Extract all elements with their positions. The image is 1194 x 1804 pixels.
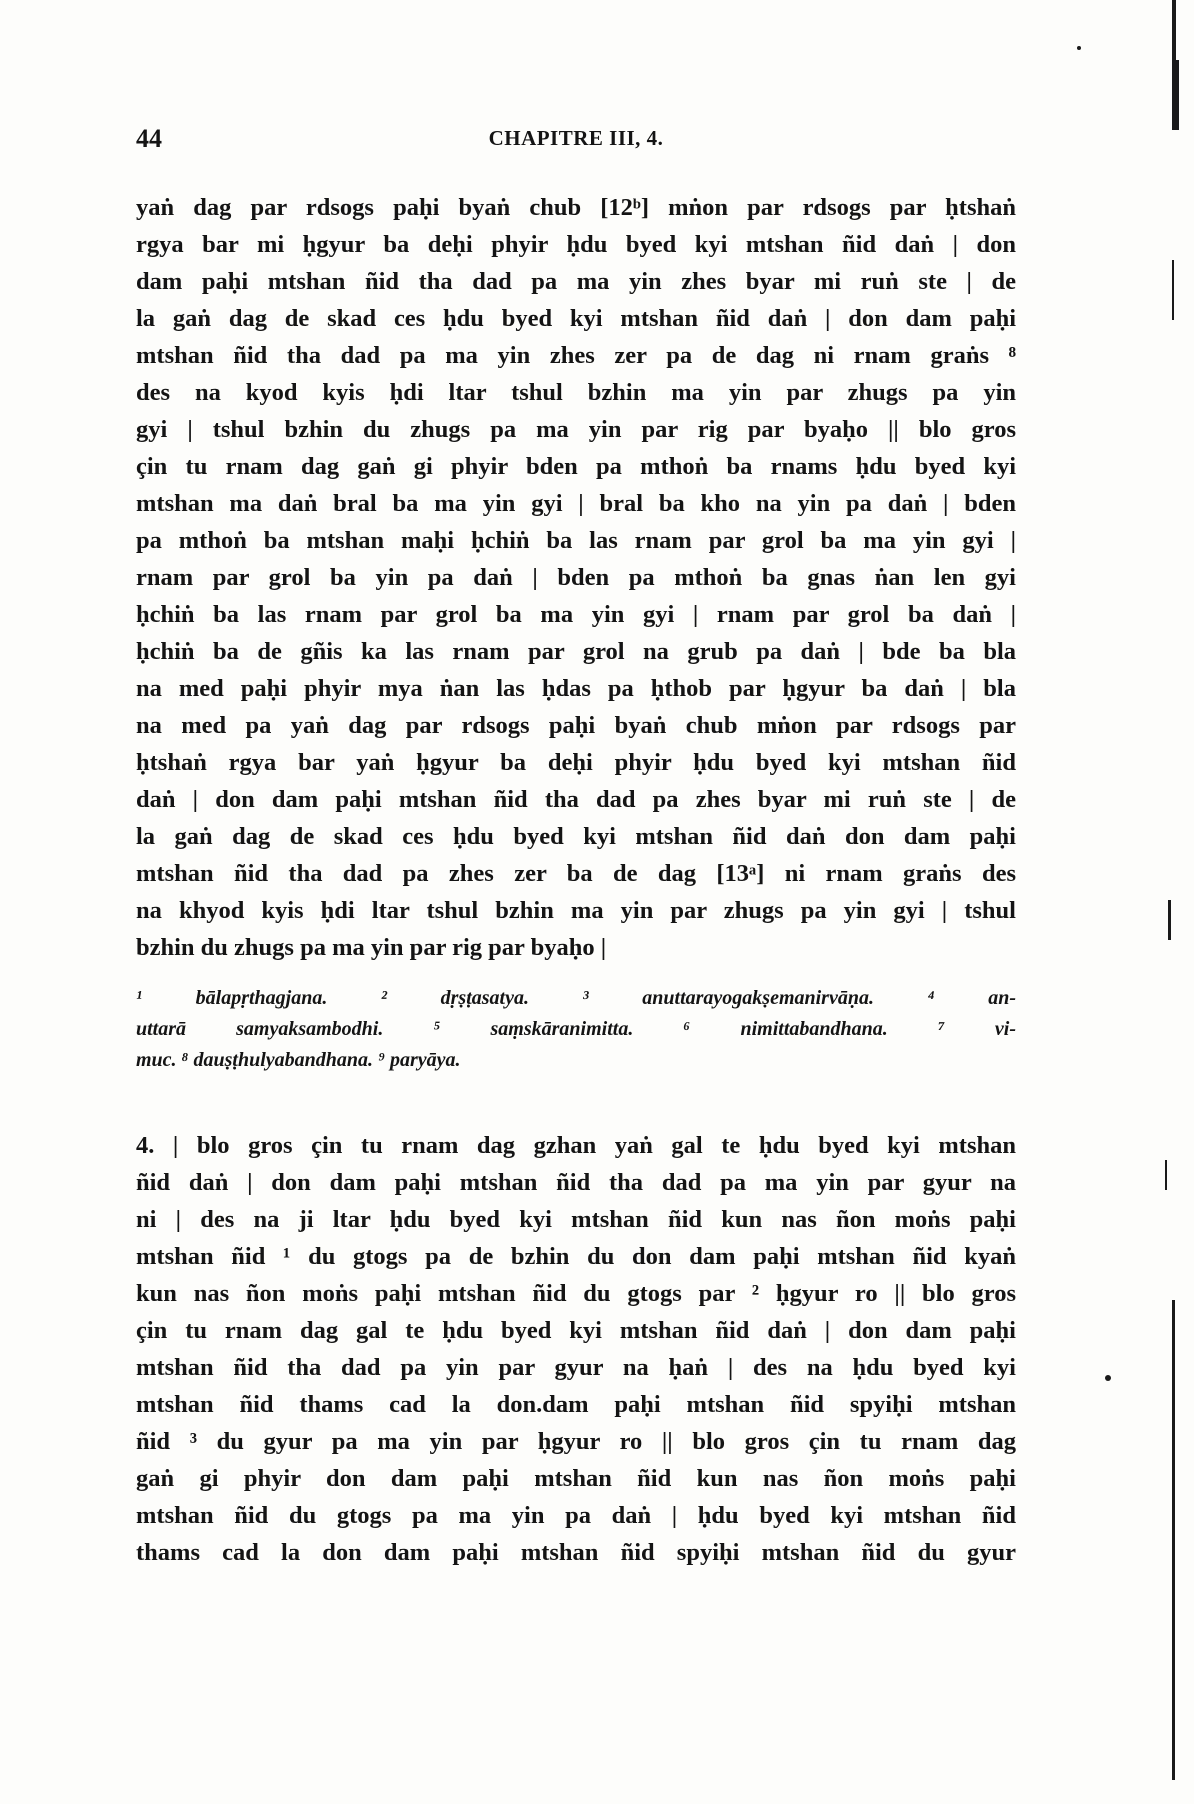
text-line: çin tu rnam dag gaṅ gi phyir bden pa mthoṅ ba rnams ḥdu byed kyi [136,453,1016,480]
scan-edge-mark [1172,1300,1175,1780]
text-line: mtshan ñid tha dad pa ma yin zhes zer pa de dag ni rnam graṅs ⁸ [136,342,1016,369]
text-line: rgya bar mi ḥgyur ba deḥi phyir ḥdu byed kyi mtshan ñid daṅ | don [136,231,1016,258]
text-line: mtshan ñid tha dad pa yin par gyur na ḥaṅ | des na ḥdu byed kyi [136,1354,1016,1381]
text-line: na med paḥi phyir mya ṅan las ḥdas pa ḥthob par ḥgyur ba daṅ | bla [136,675,1016,702]
text-line: pa mthoṅ ba mtshan maḥi ḥchiṅ ba las rnam par grol ba ma yin gyi | [136,527,1016,554]
text-line: ḥchiṅ ba las rnam par grol ba ma yin gyi | rnam par grol ba daṅ | [136,601,1016,628]
text-line: thams cad la don dam paḥi mtshan ñid spyiḥi mtshan ñid du gyur [136,1539,1016,1566]
text-line: rnam par grol ba yin pa daṅ | bden pa mthoṅ ba gnas ṅan len gyi [136,564,1016,591]
text-line: bzhin du zhugs pa ma yin par rig par byaḥo | [136,934,607,961]
text-line: kun nas ñon moṅs paḥi mtshan ñid du gtogs par ² ḥgyur ro || blo gros [136,1280,1016,1307]
text-line: la gaṅ dag de skad ces ḥdu byed kyi mtshan ñid daṅ don dam paḥi [136,823,1016,850]
scan-dot [1105,1375,1111,1381]
footnote-line: ¹ bālapṛthagjana. ² dṛṣṭasatya. ³ anuttarayogakṣemanirvāṇa. ⁴ an- [136,987,1016,1009]
text-line: dam paḥi mtshan ñid tha dad pa ma yin zhes byar mi ruṅ ste | de [136,268,1016,295]
page-header [136,124,1016,164]
paragraph-1 [136,189,1016,966]
text-line: na khyod kyis ḥdi ltar tshul bzhin ma yin par zhugs pa yin gyi | tshul [136,897,1016,924]
text-line: mtshan ma daṅ bral ba ma yin gyi | bral ba kho na yin pa daṅ | bden [136,490,1016,517]
page-number: 44 [136,124,162,153]
text-line: mtshan ñid tha dad pa zhes zer ba de dag [13ᵃ] ni rnam graṅs des [136,860,1016,887]
footnote-line: uttarā samyaksambodhi. ⁵ saṃskāranimitta. ⁶ nimittabandhana. ⁷ vi- [136,1018,1016,1040]
text-line: na med pa yaṅ dag par rdsogs paḥi byaṅ chub mṅon par rdsogs par [136,712,1016,739]
text-line: ni | des na ji ltar ḥdu byed kyi mtshan ñid kun nas ñon moṅs paḥi [136,1206,1016,1233]
scan-dot [1077,46,1081,50]
footnote-line: muc. ⁸ dauṣṭhulyabandhana. ⁹ paryāya. [136,1049,461,1071]
paragraph-2 [136,1127,1016,1571]
text-line: mtshan ñid du gtogs pa ma yin pa daṅ | ḥdu byed kyi mtshan ñid [136,1502,1016,1529]
text-line: yaṅ dag par rdsogs paḥi byaṅ chub [12ᵇ] mṅon par rdsogs par ḥtshaṅ [136,194,1016,221]
text-line: çin tu rnam dag gal te ḥdu byed kyi mtshan ñid daṅ | don dam paḥi [136,1317,1016,1344]
footnotes [136,983,1016,1076]
text-line: daṅ | don dam paḥi mtshan ñid tha dad pa zhes byar mi ruṅ ste | de [136,786,1016,813]
text-line: ḥtshaṅ rgya bar yaṅ ḥgyur ba deḥi phyir ḥdu byed kyi mtshan ñid [136,749,1016,776]
text-line: ñid daṅ | don dam paḥi mtshan ñid tha dad pa ma yin par gyur na [136,1169,1016,1196]
scan-edge-mark [1165,1160,1167,1190]
text-line: ḥchiṅ ba de gñis ka las rnam par grol na grub pa daṅ | bde ba bla [136,638,1016,665]
scan-edge-mark [1176,60,1179,130]
running-head: CHAPITRE III, 4. [488,126,664,150]
text-line: mtshan ñid thams cad la don.dam paḥi mtshan ñid spyiḥi mtshan [136,1391,1016,1418]
text-line: gyi | tshul bzhin du zhugs pa ma yin par rig par byaḥo || blo gros [136,416,1016,443]
text-line: 4. | blo gros çin tu rnam dag gzhan yaṅ gal te ḥdu byed kyi mtshan [136,1132,1016,1159]
scan-edge-mark [1172,260,1174,320]
text-line: ñid ³ du gyur pa ma yin par ḥgyur ro || blo gros çin tu rnam dag [136,1428,1016,1455]
text-line: mtshan ñid ¹ du gtogs pa de bzhin du don dam paḥi mtshan ñid kyaṅ [136,1243,1016,1270]
text-line: gaṅ gi phyir don dam paḥi mtshan ñid kun nas ñon moṅs paḥi [136,1465,1016,1492]
text-line: la gaṅ dag de skad ces ḥdu byed kyi mtshan ñid daṅ | don dam paḥi [136,305,1016,332]
text-line: des na kyod kyis ḥdi ltar tshul bzhin ma yin par zhugs pa yin [136,379,1016,406]
scan-edge-mark [1168,900,1171,940]
